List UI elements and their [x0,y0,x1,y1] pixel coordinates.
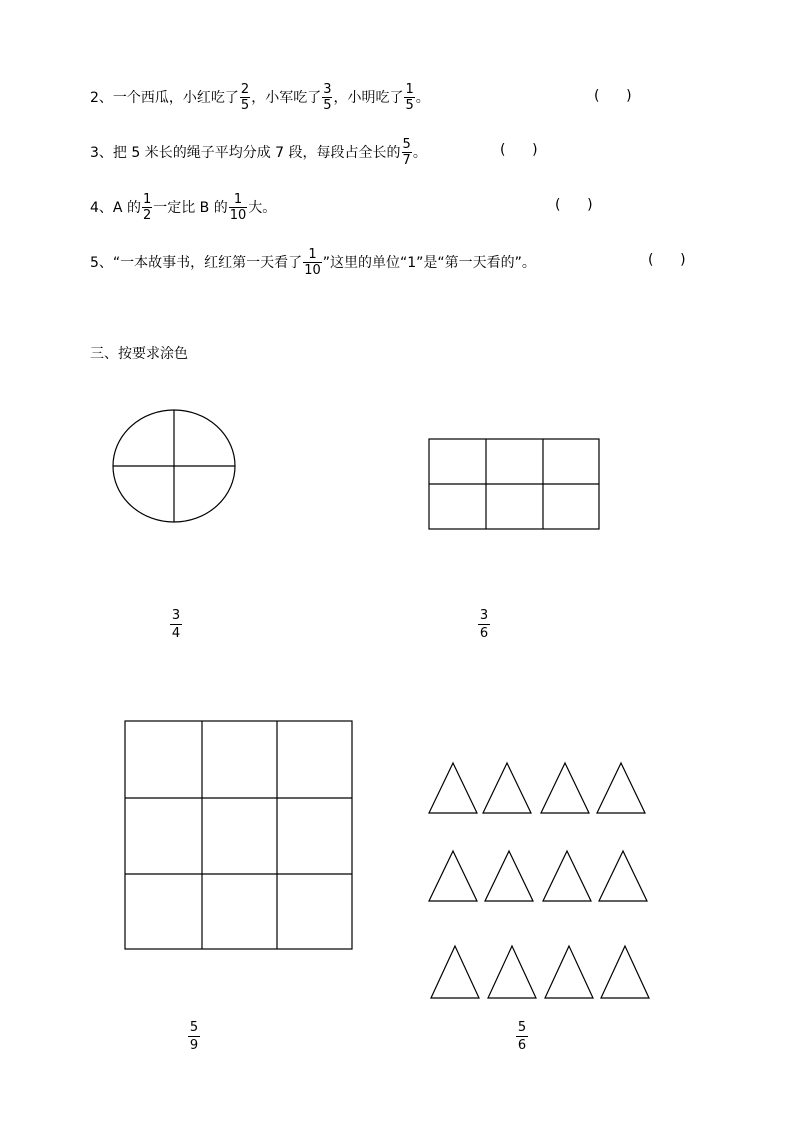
triangle [545,946,593,998]
denominator: 9 [189,1038,199,1053]
triangle [541,763,589,813]
question-text: 大。 [248,199,277,216]
fraction [240,82,250,113]
denominator: 10 [304,263,321,278]
question-text: 。 [415,89,430,106]
denominator: 5 [405,98,414,113]
numerator: 3 [323,82,332,97]
question-4 [90,192,276,223]
question-text: 。 [412,144,427,161]
numerator: 3 [479,608,489,623]
question-5 [90,247,536,278]
numerator: 5 [189,1020,199,1035]
numerator: 5 [517,1020,527,1035]
fraction [402,137,412,168]
denominator: 6 [479,626,489,641]
circle-fraction [170,608,182,641]
question-text: A 的 [112,199,141,216]
question-text: ，小明吃了 [333,89,404,106]
triangle [597,763,645,813]
denominator: 2 [142,208,152,223]
question-text: 把 5 米长的绳子平均分成 7 段，每段占全长的 [112,144,401,161]
fraction [142,192,152,223]
question-text: 一定比 B 的 [153,199,228,216]
denominator: 7 [402,153,411,168]
numerator: 1 [405,82,414,97]
triangle [599,851,647,901]
question-3 [90,137,427,168]
denominator: 6 [517,1038,527,1053]
answer-blank[interactable]: ( ) [500,142,538,158]
triangle [485,851,533,901]
fraction [303,247,322,278]
triangle [483,763,531,813]
numerator: 1 [233,192,243,207]
section-heading: 三、按要求涂色 [90,346,188,362]
answer-blank[interactable]: ( ) [648,252,686,268]
numerator: 1 [142,192,152,207]
question-number: 3、 [90,144,113,161]
rectangle-grid[interactable] [428,438,603,533]
square-fraction [188,1020,200,1053]
denominator: 4 [171,626,181,641]
numerator: 1 [308,247,317,262]
circle-shape[interactable] [110,408,240,528]
triangle [601,946,649,998]
triangle [488,946,536,998]
question-number: 2、 [90,89,113,106]
rectangle-fraction [478,608,490,641]
numerator: 5 [402,137,411,152]
square-grid[interactable] [124,720,356,952]
triangle [429,763,477,813]
answer-blank[interactable]: ( ) [594,88,632,104]
question-2 [90,82,430,113]
answer-blank[interactable]: ( ) [555,197,593,213]
fraction [404,82,414,113]
fraction [229,192,248,223]
triangle [429,851,477,901]
question-number: 4、 [90,199,113,216]
question-text: 一个西瓜，小红吃了 [112,89,239,106]
numerator: 2 [240,82,250,97]
numerator: 3 [171,608,181,623]
triangle-group[interactable] [426,758,656,1008]
denominator: 10 [229,208,247,223]
question-text: ，小军吃了 [251,89,322,106]
triangle [543,851,591,901]
denominator: 5 [240,98,250,113]
denominator: 5 [323,98,332,113]
fraction [322,82,332,113]
question-number: 5、 [90,254,113,271]
triangle-fraction [516,1020,528,1053]
question-text: ”这里的单位“1”是“第一天看的”。 [322,254,536,271]
triangle [431,946,479,998]
square-outline [125,721,352,949]
question-text: “一本故事书，红红第一天看了 [112,254,303,271]
